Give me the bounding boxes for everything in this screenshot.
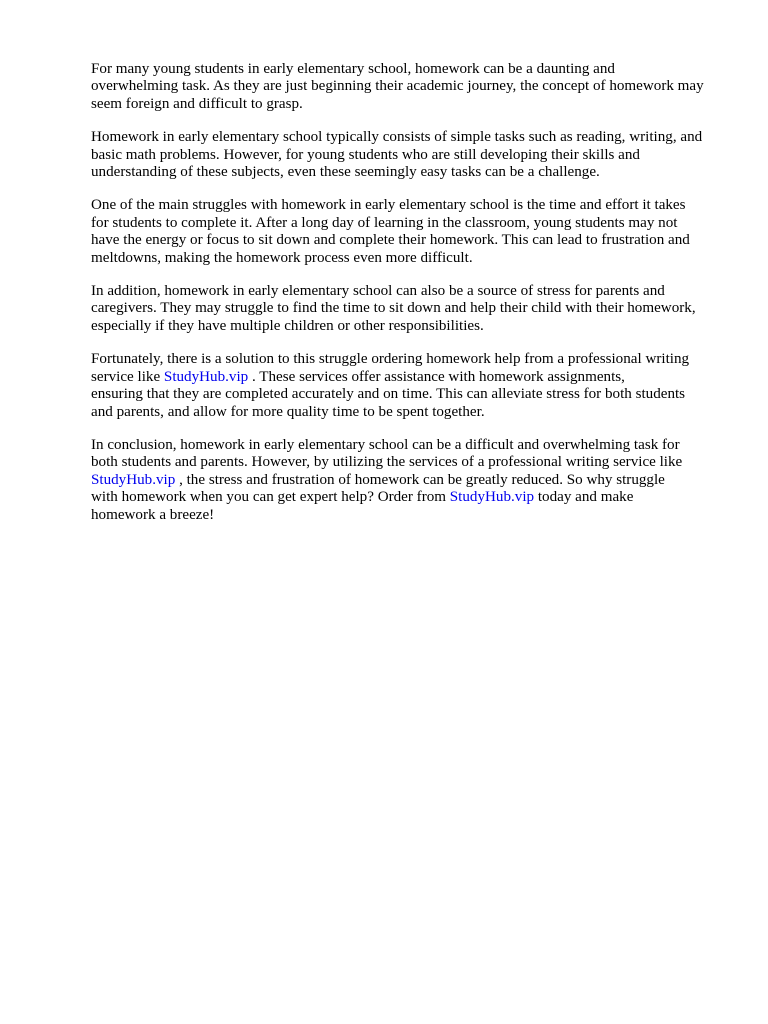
paragraph-conclusion: [91, 437, 731, 524]
paragraph-parent-stress: In addition, homework in early elementary school can also be a source of stress for parents and caregivers. They may struggle to find the time to sit down and help their child with their homework, especially if they have multiple children or other responsibilities.: [91, 283, 696, 334]
paragraph-conclusion-text-2: , the stress and frustration of homework can be greatly reduced. So why struggle with homework when you can get expert help? Order from: [91, 471, 665, 506]
paragraph-solution-text-2: . These services offer assistance with homework assignments, ensuring that they are completed accurately and on time. This can alleviate stress for both students and parents, and allow for more quality time to be spent together.: [91, 368, 686, 420]
paragraph-solution-text-1: Fortunately, there is a solution to this struggle ordering homework help from a professional writing service like: [91, 351, 690, 385]
studyhub-link[interactable]: StudyHub.vip: [449, 489, 535, 506]
paragraph-intro: For many young students in early elementary school, homework can be a daunting and overwhelming task. As they are just beginning their academic journey, the concept of homework may seem foreign and difficult to grasp.: [91, 61, 704, 112]
studyhub-link[interactable]: StudyHub.vip: [91, 471, 176, 488]
document-body: [91, 61, 731, 540]
paragraph-solution: [91, 351, 731, 421]
paragraph-conclusion-text-1: In conclusion, homework in early elementary school can be a difficult and overwhelming task for both students and parents. However, by utilizing the services of a professional writing service like: [91, 436, 683, 471]
paragraph-time-effort: One of the main struggles with homework in early elementary school is the time and effort it takes for students to complete it. After a long day of learning in the classroom, young students may not have the energy or focus to sit down and complete their homework. This can lead to frustration and meltdowns, making the homework process even more difficult.: [91, 197, 690, 266]
studyhub-link[interactable]: StudyHub.vip: [163, 368, 249, 385]
paragraph-conclusion-text-3: today and make homework a breeze!: [91, 489, 634, 523]
paragraph-homework-tasks: Homework in early elementary school typically consists of simple tasks such as reading, writing, and basic math problems. However, for young students who are still developing their skills and understanding of these subjects, even these seemingly easy tasks can be a challenge.: [91, 129, 703, 181]
